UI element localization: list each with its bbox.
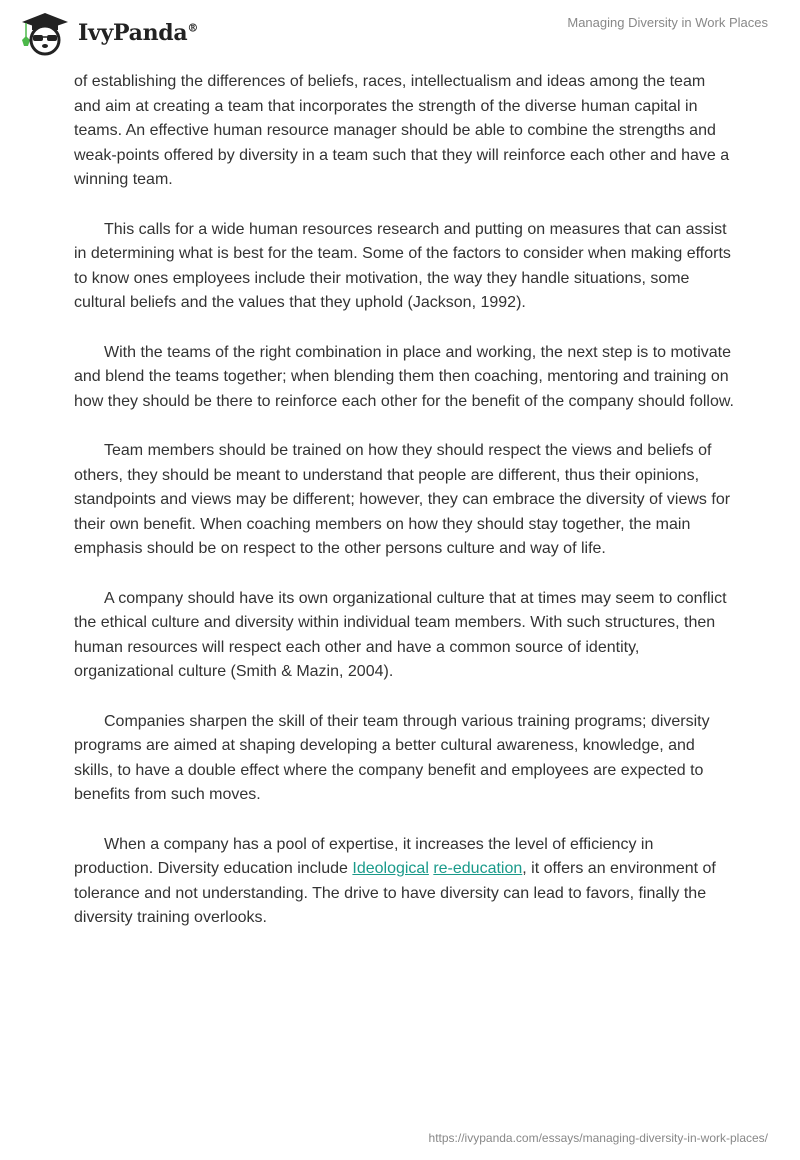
paragraph: This calls for a wide human resources research and putting on measures that can assist in determining what is best for the team. Some of the factors to consider when making efforts to know ones employees include their motivation, the way they handle situations, some cultural beliefs and the values that they uphold (Jackson, 1992). — [74, 220, 731, 311]
text: , it offers an environment of tolerance and not understanding. The drive to have diversity can lead to favors, finally the diversity training overlooks. — [74, 860, 716, 926]
link-ideological[interactable]: Ideological — [352, 860, 429, 877]
paragraph: With the teams of the right combination in place and working, the next step is to motivate and blend the teams together; when blending them then coaching, mentoring and training on how they should be there to reinforce each other for the benefit of the company should follow. — [74, 343, 734, 410]
panda-logo-icon — [18, 10, 70, 56]
essay-content — [74, 70, 734, 956]
logo[interactable] — [18, 10, 198, 56]
paragraph — [74, 833, 734, 931]
paragraph: of establishing the differences of beliefs, races, intellectualism and ideas among the team and aim at creating a team that incorporates the strength of the diverse human capital in teams. An effective human resource manager should be able to combine the strengths and weak-points offered by diversity in a team such that they will reinforce each other and have a winning team. — [74, 73, 730, 188]
logo-text: IvyPanda® — [78, 20, 199, 46]
paragraph: Companies sharpen the skill of their team through various training programs; diversity programs are aimed at shaping developing a better cultural awareness, knowledge, and skills, to have a double effect where the company benefit and employees are expected to benefits from such moves. — [74, 712, 710, 803]
paragraph: Team members should be trained on how they should respect the views and beliefs of others, they should be meant to understand that people are different, thus their opinions, standpoints and views may be different; however, they can embrace the diversity of views for their own benefit. When coaching members on how they should stay together, the main emphasis should be on respect to the other persons culture and way of life. — [74, 442, 731, 557]
text: When a company has a pool of expertise, it increases the level of efficiency in production. Diversity education include — [74, 835, 654, 877]
paragraph: A company should have its own organizational culture that at times may seem to conflict the ethical culture and diversity within individual team members. With such structures, then human resources will respect each other and have a common source of identity, organizational culture (Smith & Mazin, 2004). — [74, 589, 727, 680]
source-url: https://ivypanda.com/essays/managing-diversity-in-work-places/ — [428, 1131, 768, 1145]
link-re-education[interactable]: re-education — [433, 860, 523, 877]
header — [0, 0, 800, 60]
document-title: Managing Diversity in Work Places — [567, 15, 768, 30]
